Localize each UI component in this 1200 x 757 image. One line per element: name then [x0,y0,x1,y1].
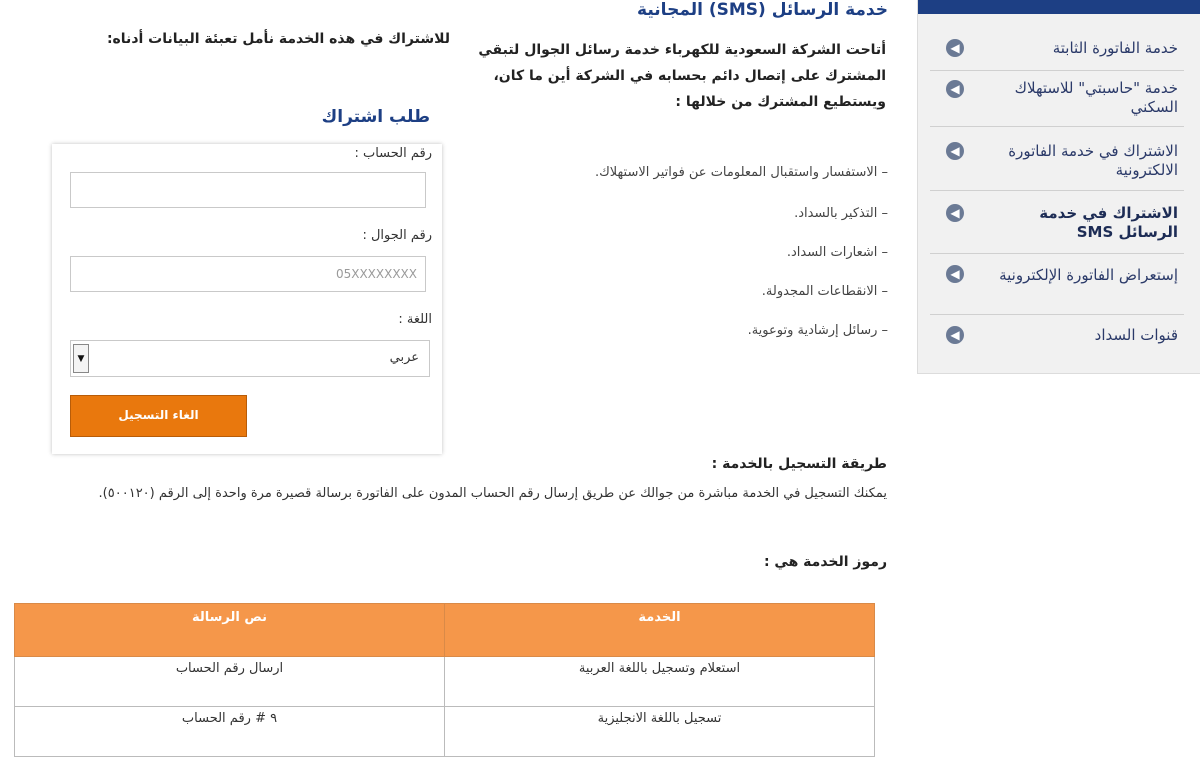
registration-heading: طريقة التسجيل بالخدمة : [711,456,887,472]
arrow-left-circle-icon: ◀ [946,39,964,57]
sidebar-nav [917,0,1200,374]
language-selected-value: عربي [389,350,419,365]
form-heading: طلب اشتراك [321,107,430,127]
chevron-down-icon[interactable]: ▼ [73,344,89,373]
sidebar-item-label: خدمة "حاسبتي" للاستهلاك السكني [1014,79,1178,116]
sidebar-item-view-ebill[interactable] [930,254,1184,315]
sidebar-item-label: الاشتراك في خدمة الرسائل SMS [1039,204,1178,241]
cancel-registration-button[interactable]: الغاء التسجيل [70,395,247,437]
sidebar-item-hasibti[interactable] [930,71,1184,127]
sidebar-item-label: الاشتراك في خدمة الفاتورة الالكترونية [1008,142,1178,179]
sidebar-item-label: قنوات السداد [1094,326,1178,344]
table-row [15,657,875,707]
sidebar-item-payment-channels[interactable] [930,315,1184,355]
sidebar-header-bar [918,0,1200,14]
page-title: خدمة الرسائل (SMS) المجانية [637,0,888,20]
arrow-left-circle-icon: ◀ [946,80,964,98]
arrow-left-circle-icon: ◀ [946,142,964,160]
mobile-number-label: رقم الجوال : [362,228,432,243]
column-header-service: الخدمة [445,604,875,657]
table-header-row [15,604,875,657]
table-cell: استعلام وتسجيل باللغة العربية [445,657,875,707]
service-codes-heading: رموز الخدمة هي : [763,554,887,570]
arrow-left-circle-icon: ◀ [946,204,964,222]
service-bullet: – الاستفسار واستقبال المعلومات عن فواتير الاستهلاك. [594,165,888,180]
service-bullet: – اشعارات السداد. [786,245,888,260]
form-instructions: للاشتراك في هذه الخدمة نأمل تعبئة البيانات أدناه: [106,31,450,47]
service-bullet: – التذكير بالسداد. [794,206,888,221]
account-number-input[interactable] [70,172,426,208]
sidebar-item-sms-subscription[interactable] [930,191,1184,254]
arrow-left-circle-icon: ◀ [946,265,964,283]
sidebar-item-label: إستعراض الفاتورة الإلكترونية [999,266,1178,284]
registration-instructions: يمكنك التسجيل في الخدمة مباشرة من جوالك عن طريق إرسال رقم الحساب المدون على الفاتورة برسالة قصيرة مرة واحدة إلى الرقم (٥٠٠١٢٠). [98,486,887,501]
account-number-label: رقم الحساب : [354,146,432,161]
column-header-message-text: نص الرسالة [15,604,445,657]
service-bullet: – الانقطاعات المجدولة. [761,284,888,299]
service-intro: أتاحت الشركة السعودية للكهرباء خدمة رسائل الجوال لتبقي المشترك على إتصال دائم بحسابه في الشركة أين ما كان، ويستطيع المشترك من خلالها : [478,42,886,110]
language-label: اللغة : [398,312,432,327]
table-cell: تسجيل باللغة الانجليزية [445,707,875,757]
service-bullet: – رسائل إرشادية وتوعوية. [747,323,888,338]
service-codes-table [14,603,875,757]
mobile-number-input[interactable] [70,256,426,292]
sidebar-item-fixed-bill[interactable] [930,28,1184,71]
sidebar-item-label: خدمة الفاتورة الثابتة [1052,39,1178,57]
language-select[interactable] [70,340,430,377]
sidebar-item-ebill-subscription[interactable] [930,127,1184,191]
table-row [15,707,875,757]
table-cell: ٩ # رقم الحساب [15,707,445,757]
subscription-form [52,144,442,454]
arrow-left-circle-icon: ◀ [946,326,964,344]
table-cell: ارسال رقم الحساب [15,657,445,707]
